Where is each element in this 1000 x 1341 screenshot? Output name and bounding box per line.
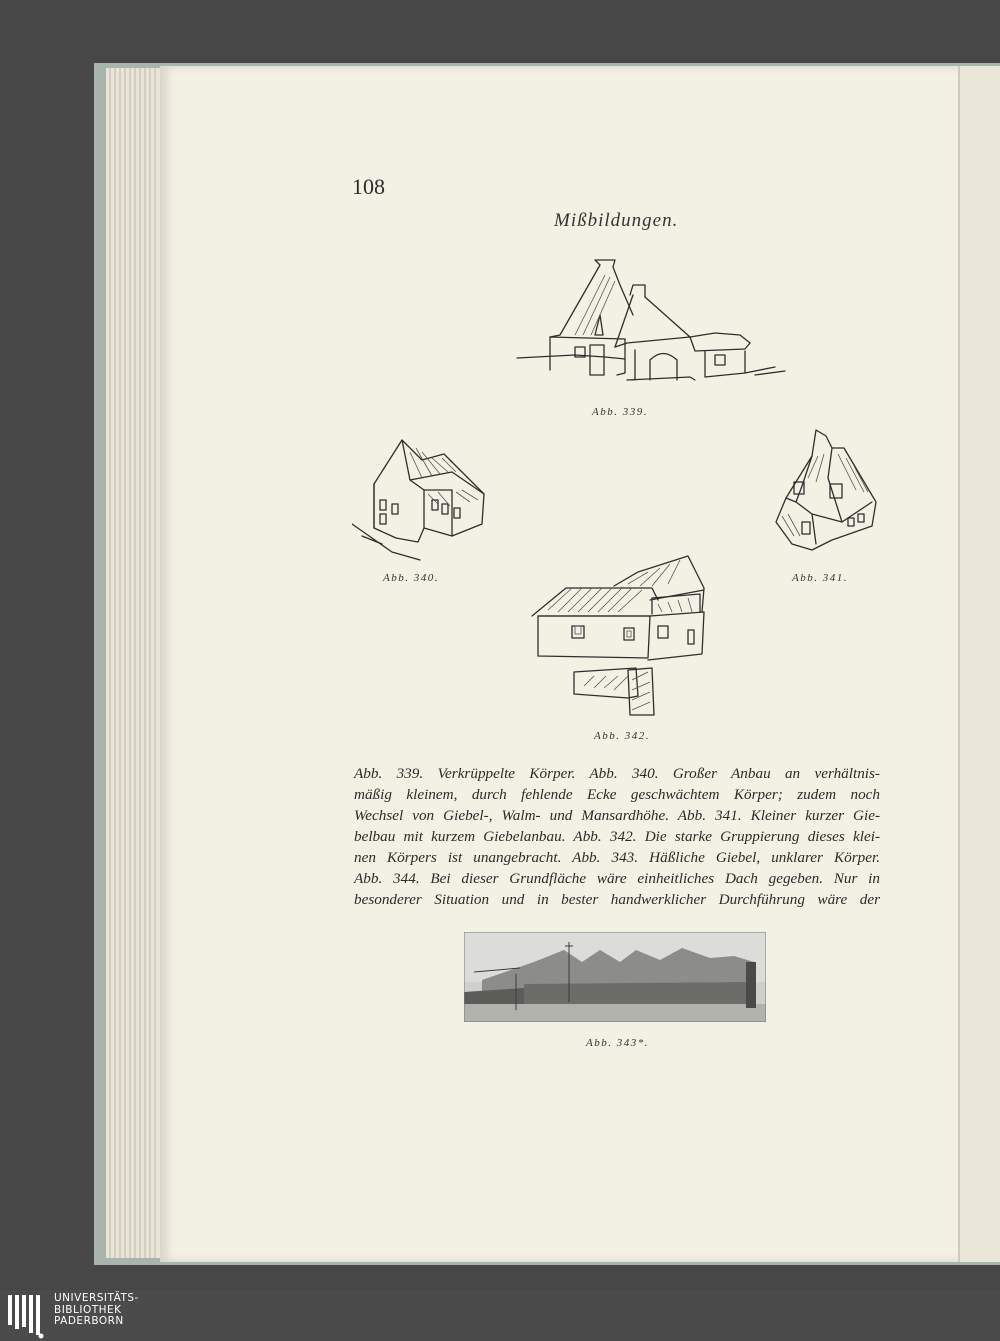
figure-340-caption: Abb. 340.	[383, 572, 439, 584]
page-number: 108	[352, 174, 385, 199]
logo-line-2: BIBLIOTHEK	[54, 1303, 122, 1316]
figure-342-caption: Abb. 342.	[594, 730, 650, 742]
figure-339-caption: Abb. 339.	[592, 406, 648, 418]
figure-342-drawing	[528, 550, 713, 720]
figure-343-caption: Abb. 343*.	[586, 1037, 649, 1049]
body-line: Abb. 339. Verkrüppelte Körper. Abb. 340. Großer Anbau an verhältnis-	[354, 765, 880, 782]
figure-340-drawing	[352, 432, 492, 562]
page-edges	[106, 68, 166, 1258]
body-line: belbau mit kurzem Giebelanbau. Abb. 342. Die starke Gruppierung dieses klei-	[354, 828, 880, 845]
footer-bar	[0, 1290, 1000, 1341]
body-line: Abb. 344. Bei dieser Grundfläche wäre einheitliches Dach gegeben. Nur in	[354, 870, 880, 887]
figure-343-photo	[464, 932, 766, 1022]
body-line: mäßig kleinem, durch fehlende Ecke geschwächtem Körper; zudem noch	[354, 786, 880, 803]
figure-341-drawing	[772, 426, 882, 561]
logo-line-1: UNIVERSITÄTS-	[54, 1292, 139, 1304]
next-page-edge	[958, 66, 1000, 1262]
page-heading: Mißbildungen.	[554, 210, 679, 231]
figure-339-drawing	[515, 255, 790, 390]
body-text	[354, 763, 880, 910]
body-line: nen Körpers ist unangebracht. Abb. 343. Häßliche Giebel, unklarer Körper.	[354, 849, 880, 866]
body-line: Wechsel von Giebel-, Walm- und Mansardhöhe. Abb. 341. Kleiner kurzer Gie-	[354, 807, 880, 824]
library-logo-text	[54, 1293, 139, 1328]
body-line: besonderer Situation und in bester handwerklicher Durchführung wäre der	[354, 891, 880, 908]
library-logo-icon	[8, 1293, 48, 1339]
figure-341-caption: Abb. 341.	[792, 572, 848, 584]
logo-line-3: PADERBORN	[54, 1315, 124, 1327]
